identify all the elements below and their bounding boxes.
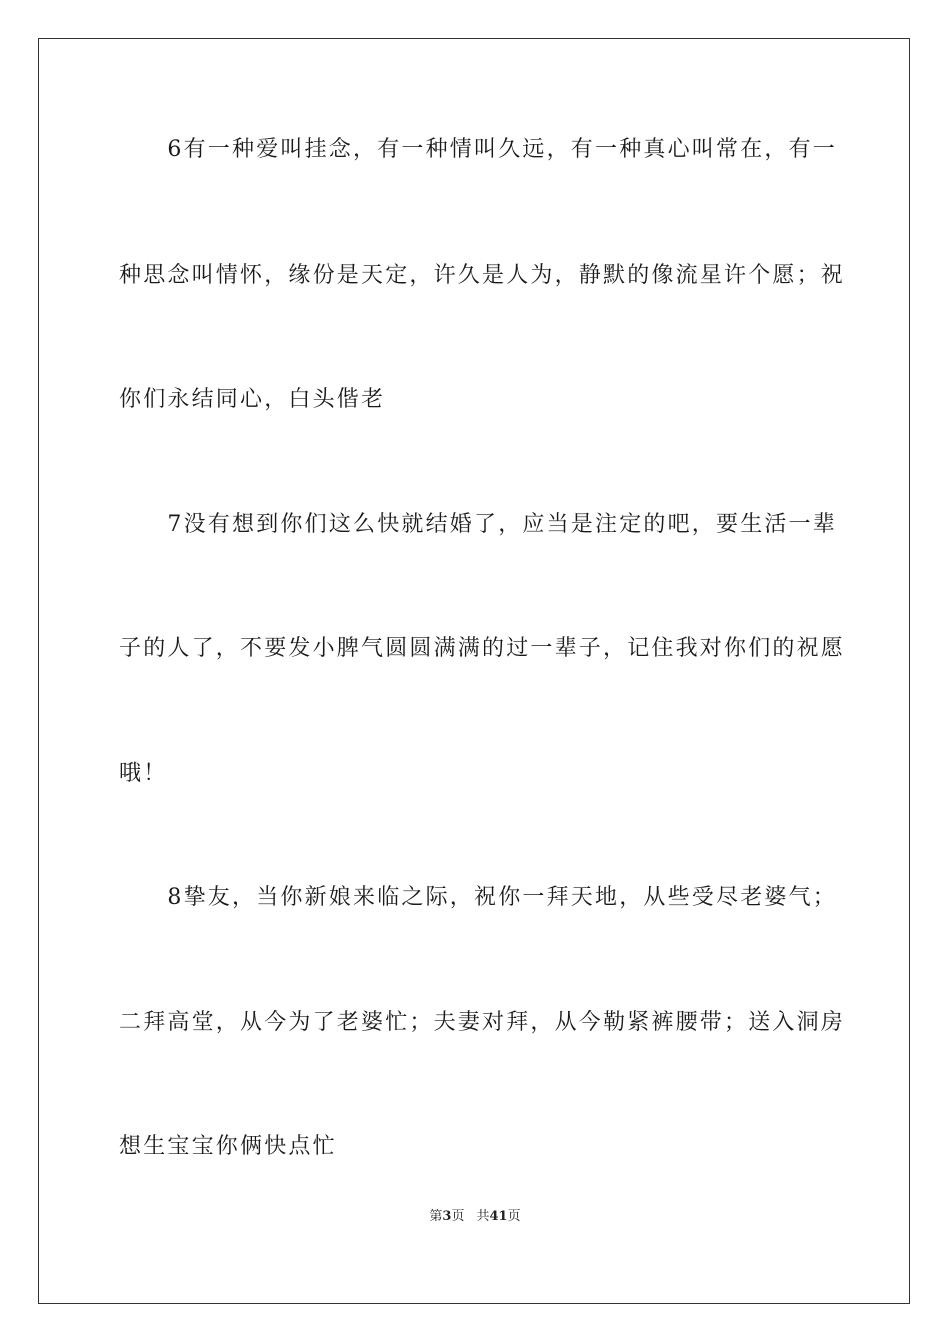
paragraph-7-line-3: 哦！ — [119, 761, 168, 786]
paragraph-6-line-3: 你们永结同心，白头偕老 — [119, 387, 386, 412]
footer-page-current: 3 — [442, 1209, 452, 1224]
paragraph-7-line-2: 子的人了，不要发小脾气圆圆满满的过一辈子，记住我对你们的祝愿 — [119, 636, 846, 661]
footer-total-prefix: 共 — [476, 1209, 490, 1224]
paragraph-8-line-2: 二拜高堂，从今为了老婆忙；夫妻对拜，从今勒紧裤腰带；送入洞房 — [119, 1010, 846, 1035]
paragraph-6-line-1: 6有一种爱叫挂念，有一种情叫久远，有一种真心叫常在，有一 — [119, 137, 837, 162]
paragraph-7-line-1: 7没有想到你们这么快就结婚了，应当是注定的吧，要生活一辈 — [119, 512, 837, 537]
page-frame — [38, 38, 910, 1304]
paragraph-8-line-1: 8挚友，当你新娘来临之际，祝你一拜天地，从些受尽老婆气； — [119, 885, 837, 910]
footer-page-total: 41 — [489, 1209, 508, 1224]
footer-page-suffix: 页 — [451, 1209, 465, 1224]
footer-total-suffix: 页 — [507, 1209, 521, 1224]
paragraph-6-line-2: 种思念叫情怀，缘份是天定，许久是人为，静默的像流星许个愿；祝 — [119, 263, 846, 288]
footer-page-prefix: 第 — [429, 1209, 443, 1224]
paragraph-8-line-3: 想生宝宝你俩快点忙 — [119, 1134, 337, 1159]
page-footer — [0, 1208, 950, 1226]
